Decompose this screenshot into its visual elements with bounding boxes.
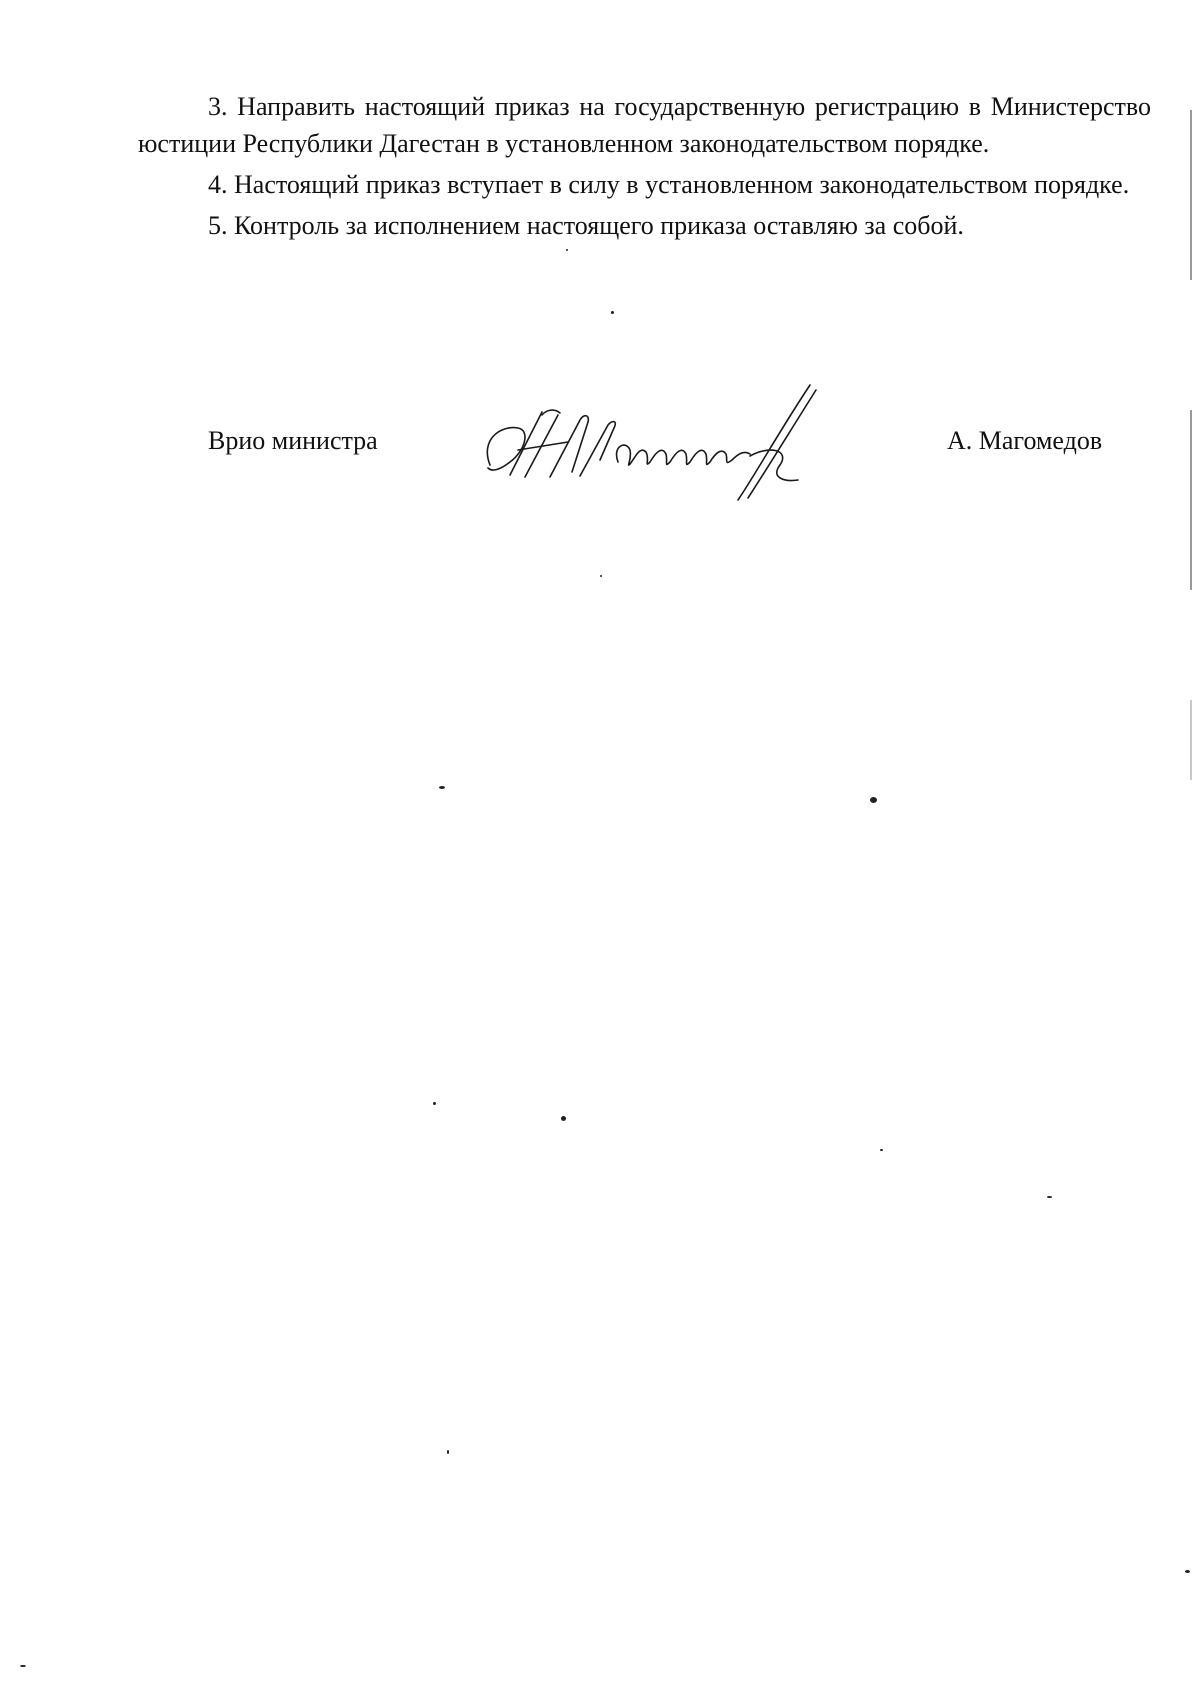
signature-block (0, 380, 1200, 550)
scan-speck (870, 797, 877, 803)
position-title: Врио министра (208, 426, 378, 455)
scan-speck (439, 786, 445, 789)
scan-speck (1047, 1196, 1052, 1198)
scan-edge-mark (1190, 700, 1192, 780)
document-body (138, 88, 1151, 248)
scan-speck (433, 1102, 436, 1105)
handwritten-signature (480, 380, 840, 530)
scan-speck (611, 311, 614, 314)
scan-edge-mark (1190, 410, 1192, 590)
signer-name: А. Магомедов (947, 426, 1103, 455)
paragraph-5: 5. Контроль за исполнением настоящего приказа оставляю за собой. (208, 211, 964, 240)
scan-speck (20, 1665, 26, 1667)
scan-edge-mark (1190, 110, 1192, 280)
paragraph-3: 3. Направить настоящий приказ на государственную регистрацию в Министерство юстиции Республики Дагестан в установленном законодательством порядке. (138, 92, 1151, 158)
scan-speck (1185, 1570, 1190, 1573)
scan-speck (600, 575, 602, 577)
scan-speck (880, 1149, 883, 1151)
paragraph-4: 4. Настоящий приказ вступает в силу в установленном законодательством порядке. (208, 170, 1130, 199)
scan-speck (447, 1450, 449, 1454)
scan-speck (566, 249, 568, 251)
scan-speck (561, 1116, 566, 1121)
